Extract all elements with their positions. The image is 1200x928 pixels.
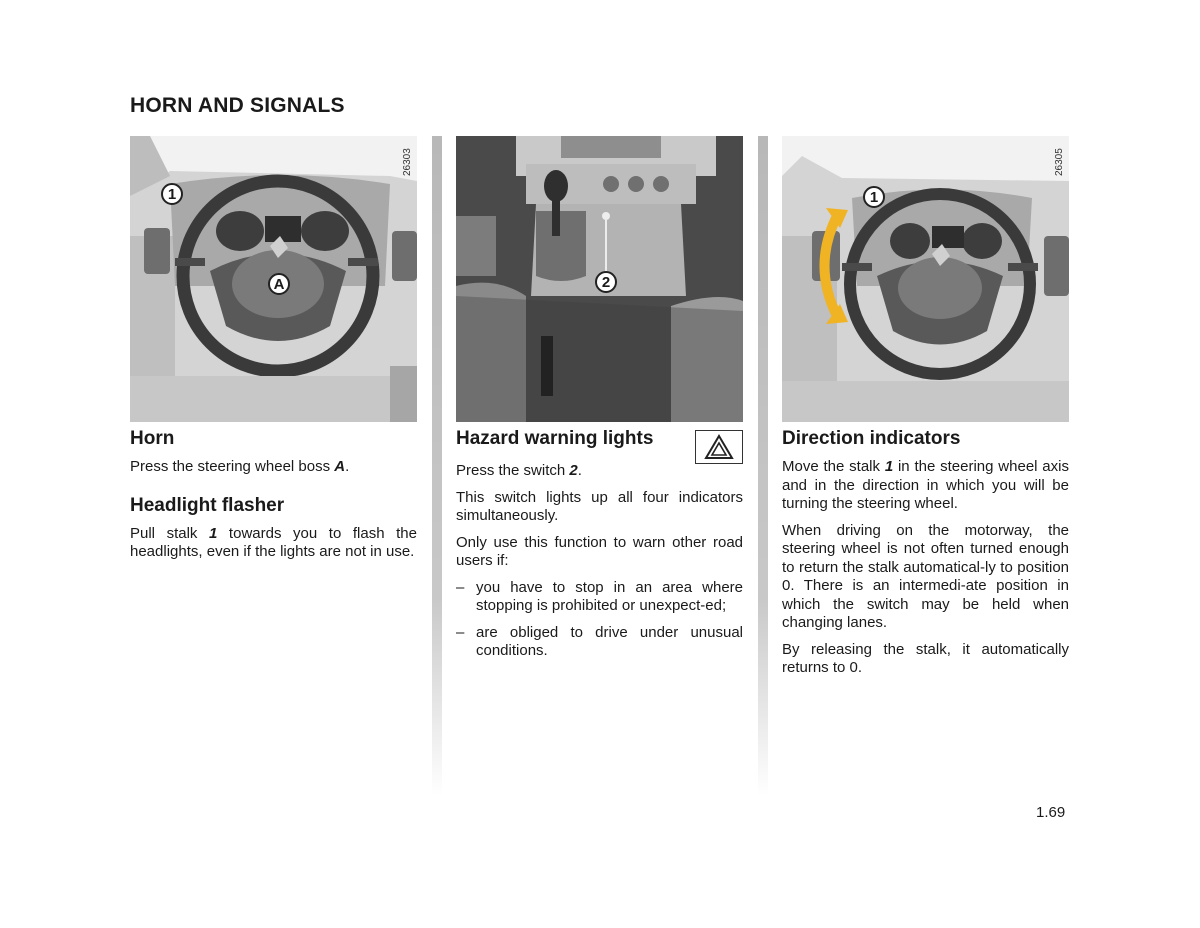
indicator-motorway-note: When driving on the motorway, the steering wheel is not often turned enough to return the stalk automatical-ly to position 0. There is an intermedi-ate position in which the switch may be held when changing lanes. <box>782 521 1069 631</box>
indicator-instruction: Move the stalk 1 in the steering wheel axis and in the direction in which you will be turning the steering wheel. <box>782 458 1069 512</box>
section-heading-horn: Horn <box>130 428 175 449</box>
hazard-triangle-icon-drawing <box>704 434 734 460</box>
section-headlight-flasher <box>130 495 417 562</box>
callout-stalk-1: 1 <box>863 186 885 208</box>
list-item: – are obliged to drive under unusual conditions. <box>456 623 743 659</box>
section-direction-indicators <box>782 428 1069 678</box>
page-number: 1.69 <box>1036 804 1066 821</box>
column-divider-right <box>758 136 768 796</box>
figure-reference-number: 26303 <box>402 148 413 176</box>
hazard-usage-list <box>456 579 743 661</box>
list-item: – you have to stop in an area where stopping is prohibited or unexpect-ed; <box>456 578 743 614</box>
callout-stalk-1: 1 <box>161 183 183 205</box>
callout-hazard-switch-2: 2 <box>595 271 617 293</box>
hazard-heading-row <box>456 428 743 462</box>
section-heading-direction-indicators: Direction indicators <box>782 428 961 449</box>
page-title: HORN AND SIGNALS <box>130 94 345 117</box>
hazard-usage-intro: Only use this function to warn other road users if: <box>456 533 743 569</box>
hazard-description: This switch lights up all four indicators simultaneously. <box>456 488 743 524</box>
indicator-stalk-illustration <box>782 136 1069 422</box>
steering-wheel-illustration <box>130 136 417 422</box>
section-heading-hazard-warning-lights: Hazard warning lights <box>456 428 654 449</box>
section-horn <box>130 428 417 477</box>
section-hazard-warning-lights <box>456 428 743 661</box>
indicator-release-note: By releasing the stalk, it automatically returns to 0. <box>782 640 1069 676</box>
column-divider-left <box>432 136 442 796</box>
figure-reference-number: 26305 <box>1054 148 1065 176</box>
column-direction-indicators <box>782 136 1069 686</box>
hazard-instruction: Press the switch 2. <box>456 462 582 479</box>
column-horn <box>130 136 417 570</box>
callout-horn-a: A <box>268 273 290 295</box>
section-heading-headlight-flasher: Headlight flasher <box>130 494 285 516</box>
center-console-illustration <box>456 136 743 422</box>
hazard-triangle-icon <box>695 430 743 464</box>
column-hazard <box>456 136 743 669</box>
indicator-stalk-drawing <box>782 136 1069 422</box>
horn-instruction: Press the steering wheel boss A. <box>130 458 350 475</box>
headlight-flasher-instruction: Pull stalk 1 towards you to flash the headlights, even if the lights are not in use. <box>130 524 417 560</box>
